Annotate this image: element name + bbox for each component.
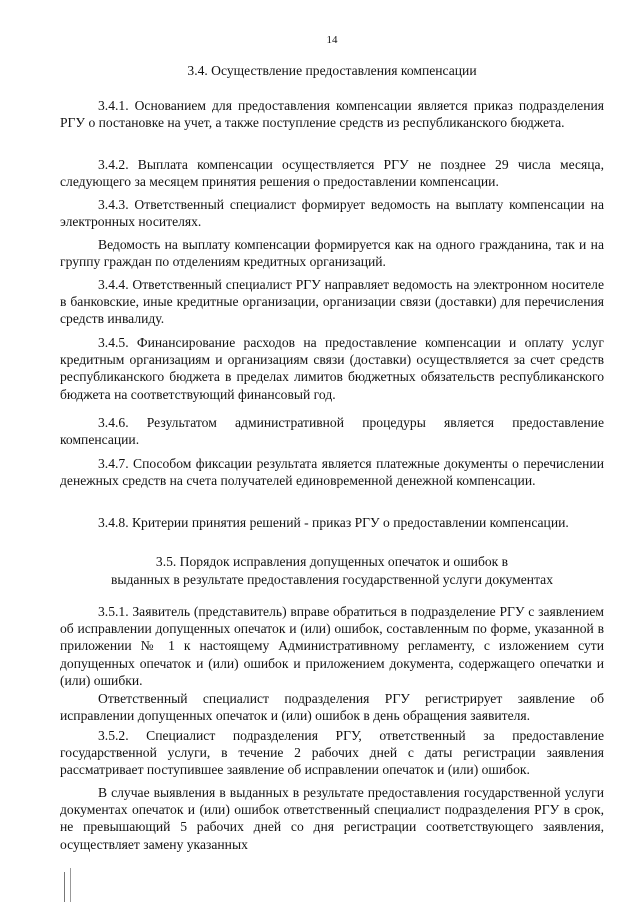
section-heading-3-5-line2: выданных в результате предоставления государственной услуги документах [110, 572, 554, 587]
margin-scan-mark-secondary [70, 868, 71, 902]
page-number: 14 [326, 34, 338, 46]
paragraph-registration: Ответственный специалист подразделения РГУ регистрирует заявление об исправлении допущенных опечаток и (или) ошибок в день обращения заявителя. [60, 691, 604, 724]
paragraph-3-4-6: 3.4.6. Результатом административной процедуры является предоставление компенсации. [60, 415, 604, 448]
paragraph-3-5-1: 3.5.1. Заявитель (представитель) вправе обратиться в подразделение РГУ с заявлением об исправлении допущенных опечаток и (или) ошибок, составленным по форме, указанной в приложении № 1 к настоящему Административному регламенту, с изложением сути допущенных опечаток и (или) ошибок и приложением документа, содержащего опечатки и (или) ошибки. [60, 604, 604, 688]
paragraph-3-4-4: 3.4.4. Ответственный специалист РГУ направляет ведомость на электронном носителе в банковские, иные кредитные организации, организации связи (доставки) для перечисления средств инвалиду. [60, 277, 604, 327]
paragraph-3-5-2: 3.5.2. Специалист подразделения РГУ, ответственный за предоставление государственной услуги, в течение 2 рабочих дней с даты регистрации заявления рассматривает поступившее заявление об исправлении опечаток и (или) ошибок. [60, 728, 604, 778]
paragraph-3-4-1: 3.4.1. Основанием для предоставления компенсации является приказ подразделения РГУ о постановке на учет, а также поступление средств из республиканского бюджета. [60, 98, 604, 131]
paragraph-3-4-5: 3.4.5. Финансирование расходов на предоставление компенсации и оплату услуг кредитным организациям и организациям связи (доставки) осуществляется за счет средств республиканского бюджета в пределах лимитов бюджетных обязательств республиканского бюджета на соответствующий финансовый год. [60, 335, 604, 402]
paragraph-3-4-8: 3.4.8. Критерии принятия решений - приказ РГУ о предоставлении компенсации. [98, 515, 569, 530]
section-heading-3-4: 3.4. Осуществление предоставления компенсации [187, 63, 477, 78]
margin-scan-mark [64, 872, 65, 902]
paragraph-statement-form: Ведомость на выплату компенсации формируется как на одного гражданина, так и на группу граждан по отделениям кредитных организаций. [60, 237, 604, 270]
section-heading-3-5-line1: 3.5. Порядок исправления допущенных опечаток и ошибок в [155, 554, 509, 569]
paragraph-errors-found: В случае выявления в выданных в результате предоставления государственной услуги документах опечаток и (или) ошибок ответственный специалист подразделения РГУ в срок, не превышающий 5 рабочих дней со дня регистрации соответствующего заявления, осуществляет замену указанных [60, 785, 604, 852]
paragraph-3-4-7: 3.4.7. Способом фиксации результата является платежные документы о перечислении денежных средств на счета получателей единовременной денежной компенсации. [60, 456, 604, 489]
paragraph-3-4-3: 3.4.3. Ответственный специалист формирует ведомость на выплату компенсации на электронных носителях. [60, 197, 604, 230]
paragraph-3-4-2: 3.4.2. Выплата компенсации осуществляется РГУ не позднее 29 числа месяца, следующего за месяцем принятия решения о предоставлении компенсации. [60, 157, 604, 190]
